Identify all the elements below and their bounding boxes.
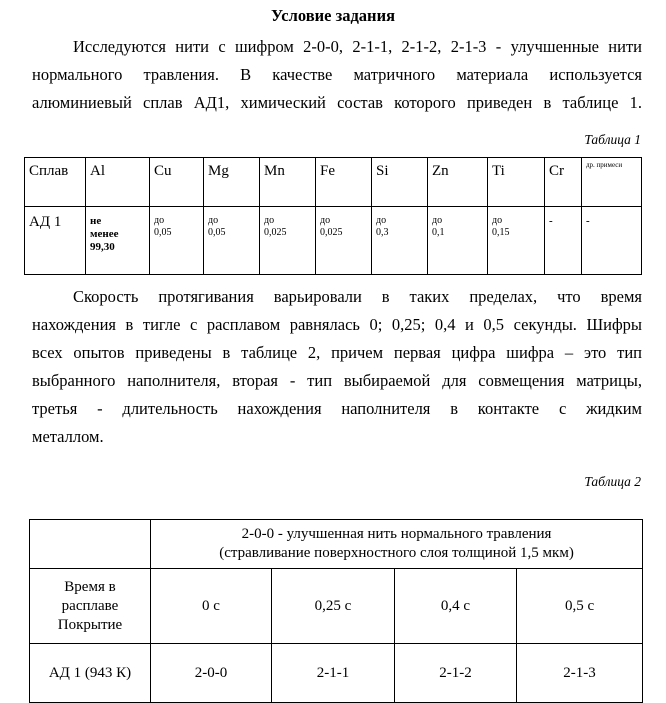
header-cell: Mn — [260, 158, 316, 207]
table1-caption: Таблица 1 — [584, 132, 641, 147]
header-cell: Cu — [150, 158, 204, 207]
page-title: Условие задания — [270, 6, 396, 25]
table2-code-row — [30, 644, 643, 703]
code-cell: 2-0-0 — [151, 644, 272, 703]
text-line: всех опытов приведены в таблице 2, причем первая цифра шифра – это тип — [32, 343, 642, 362]
value-cell: до 0,025 — [316, 207, 372, 275]
header-cell: Сплав — [25, 158, 86, 207]
time-cell: 0,25 с — [272, 569, 395, 644]
fiber-header-cell: 2-0-0 - улучшенная нить нормального травления (стравливание поверхностного слоя толщиной 1,5 мкм) — [151, 520, 643, 569]
value-cell: не менее 99,30 — [86, 207, 150, 275]
header-cell: Mg — [204, 158, 260, 207]
text-line: выбранного наполнителя, вторая - тип выбираемой для совмещения матрицы, — [32, 371, 642, 390]
header-cell: Ti — [488, 158, 545, 207]
table2-time-row — [30, 569, 643, 644]
codes-table — [29, 519, 643, 703]
row-label-cell: Время в расплаве Покрытие — [30, 569, 151, 644]
time-cell: 0,4 с — [395, 569, 517, 644]
alloy-cell: АД 1 (943 К) — [30, 644, 151, 703]
header-cell: др. примеси — [582, 158, 642, 207]
header-cell: Zn — [428, 158, 488, 207]
text-line: металлом. — [32, 427, 104, 446]
code-cell: 2-1-1 — [272, 644, 395, 703]
composition-table — [24, 157, 642, 275]
text-line: третья - длительность нахождения наполнителя в контакте с жидким — [32, 399, 642, 418]
code-cell: 2-1-2 — [395, 644, 517, 703]
value-cell: до 0,3 — [372, 207, 428, 275]
time-cell: 0 с — [151, 569, 272, 644]
table1-data-row — [25, 207, 642, 275]
table1-header-row — [25, 158, 642, 207]
header-cell: Cr — [545, 158, 582, 207]
text-line: нахождения в тигле с расплавом равнялась 0; 0,25; 0,4 и 0,5 секунды. Шифры — [32, 315, 642, 334]
header-cell: Fe — [316, 158, 372, 207]
table2-header-row — [30, 520, 643, 569]
text-line: Исследуются нити с шифром 2-0-0, 2-1-1, 2-1-2, 2-1-3 - улучшенные нити — [73, 37, 642, 56]
alloy-cell: АД 1 — [25, 207, 86, 275]
value-cell: - — [582, 207, 642, 275]
header-cell: Si — [372, 158, 428, 207]
empty-cell — [30, 520, 151, 569]
value-cell: - — [545, 207, 582, 275]
table2-caption: Таблица 2 — [584, 474, 641, 489]
intro-paragraph — [32, 33, 642, 117]
header-cell: Al — [86, 158, 150, 207]
value-cell: до 0,05 — [204, 207, 260, 275]
value-cell: до 0,15 — [488, 207, 545, 275]
value-cell: до 0,05 — [150, 207, 204, 275]
method-paragraph — [32, 283, 642, 451]
text-line: нормального травления. В качестве матричного материала используется — [32, 65, 642, 84]
time-cell: 0,5 с — [517, 569, 643, 644]
text-line: Скорость протягивания варьировали в таких пределах, что время — [73, 287, 642, 306]
text-line: алюминиевый сплав АД1, химический состав которого приведен в таблице 1. — [32, 93, 642, 112]
code-cell: 2-1-3 — [517, 644, 643, 703]
value-cell: до 0,1 — [428, 207, 488, 275]
value-cell: до 0,025 — [260, 207, 316, 275]
